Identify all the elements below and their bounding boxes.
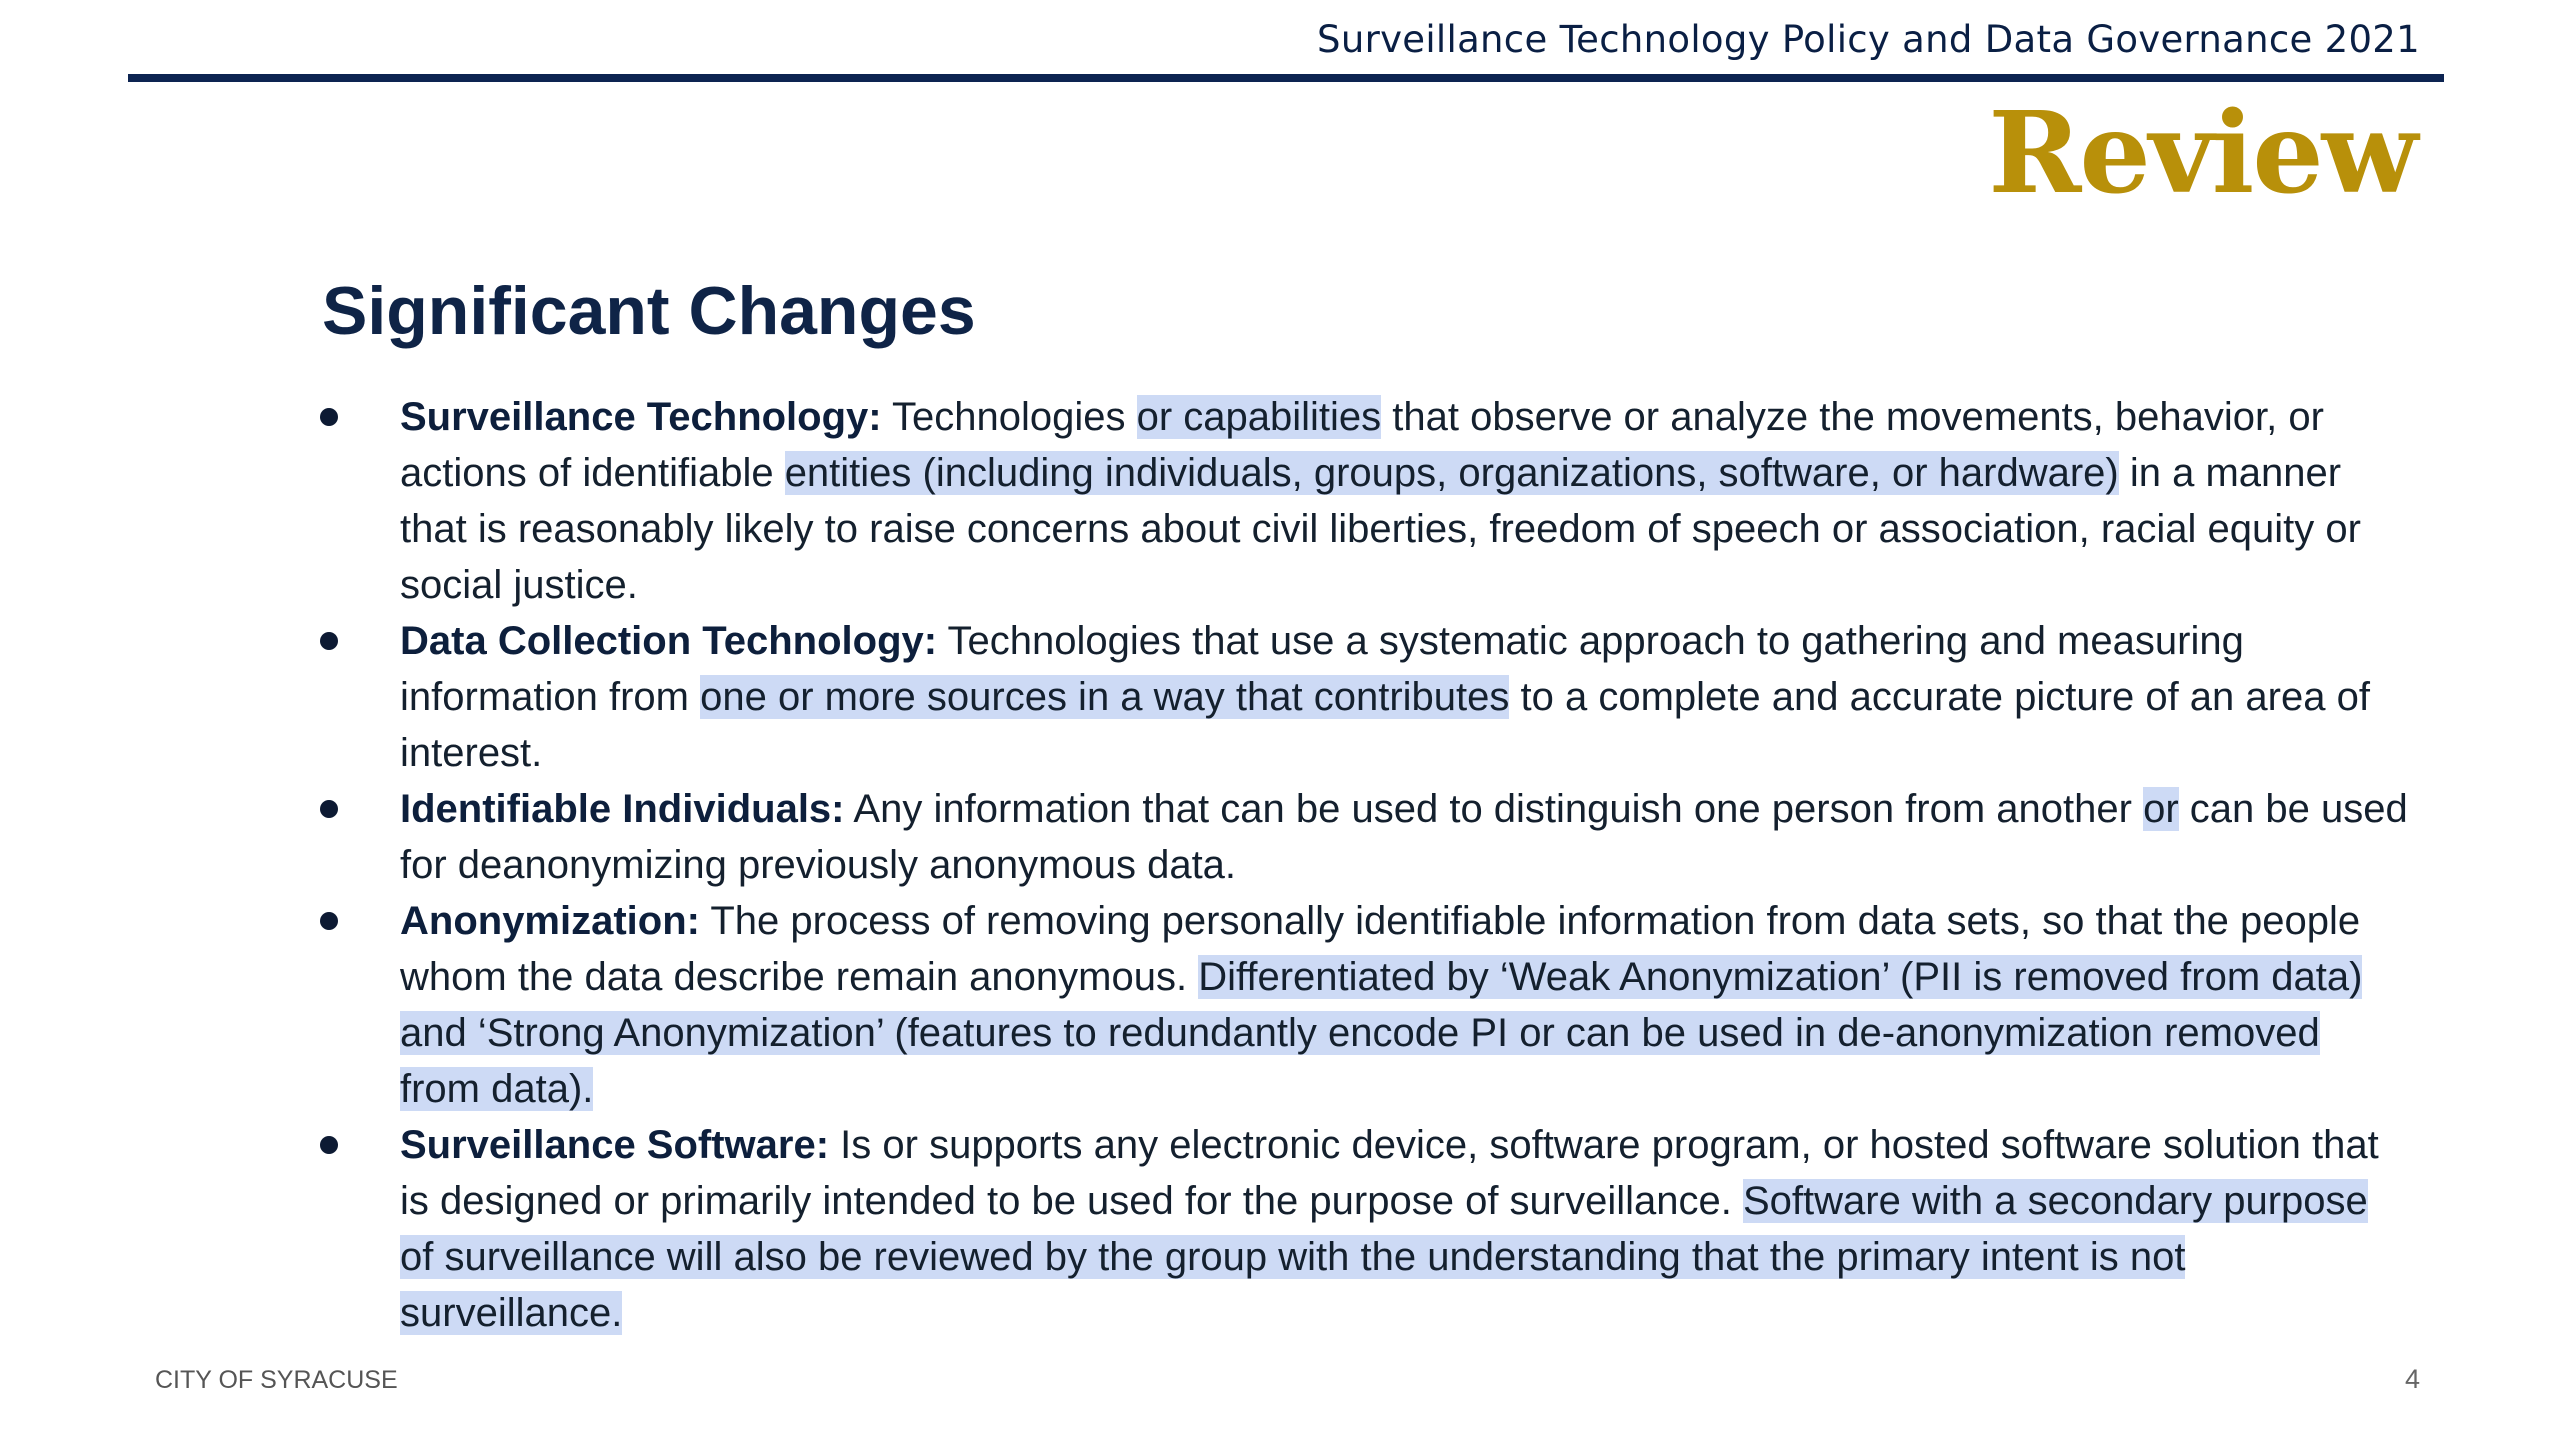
bullet-text: that observe or analyze the movements, behavior, or actions of identifiable <box>400 395 2324 495</box>
bullet-anonymization <box>400 893 2410 1117</box>
bullet-surveillance-technology <box>400 389 2410 613</box>
bullet-term: Surveillance Technology: <box>400 395 882 439</box>
document-title: Surveillance Technology Policy and Data Governance 2021 <box>1317 18 2420 61</box>
bullet-text: Is or supports any electronic device, software program, or hosted software solution that is designed or primarily intended to be used for the purpose of surveillance. <box>400 1123 2379 1223</box>
bullet-dot <box>320 912 338 930</box>
highlighted-text: entities (including individuals, groups, organizations, software, or hardware) <box>784 451 2119 495</box>
slide-heading: Significant Changes <box>322 273 976 349</box>
highlighted-text: or capabilities <box>1136 395 1382 439</box>
bullet-text: can be used for deanonymizing previously anonymous data. <box>400 787 2408 887</box>
highlighted-text: or <box>2143 787 2179 831</box>
bullet-text: Technologies that use a systematic approach to gathering and measuring information from <box>400 619 2244 719</box>
review-badge: Review <box>1988 88 2416 219</box>
bullet-data-collection-technology <box>400 613 2410 781</box>
definitions-list <box>400 389 2410 1341</box>
bullet-text: to a complete and accurate picture of an area of interest. <box>400 675 2370 775</box>
page-number: 4 <box>2404 1364 2420 1394</box>
highlighted-text: Differentiated by ‘Weak Anonymization’ (PII is removed from data) and ‘Strong Anonymization’ (features to redundantly encode PI or can be used in de-anonymization removed from data). <box>400 955 2363 1111</box>
bullet-text: Any information that can be used to distinguish one person from another <box>844 787 2144 831</box>
bullet-dot <box>320 800 338 818</box>
bullet-dot <box>320 632 338 650</box>
bullet-surveillance-software <box>400 1117 2410 1341</box>
bullet-dot <box>320 1136 338 1154</box>
footer-organization: CITY OF SYRACUSE <box>155 1366 398 1394</box>
bullet-term: Identifiable Individuals: <box>400 787 845 831</box>
bullet-text: in a manner that is reasonably likely to raise concerns about civil liberties, freedom of speech or association, racial equity or social justice. <box>400 451 2361 607</box>
bullet-term: Data Collection Technology: <box>400 619 938 663</box>
bullet-dot <box>320 408 338 426</box>
bullet-term: Surveillance Software: <box>400 1123 830 1167</box>
highlighted-text: one or more sources in a way that contributes <box>700 675 1510 719</box>
highlighted-text: Software with a secondary purpose of surveillance will also be reviewed by the group with the understanding that the primary intent is not surveillance. <box>400 1179 2368 1335</box>
bullet-term: Anonymization: <box>400 899 700 943</box>
bullet-text: Technologies <box>881 395 1137 439</box>
bullet-text: The process of removing personally identifiable information from data sets, so that the people whom the data describe remain anonymous. <box>400 899 2361 999</box>
bullet-identifiable-individuals <box>400 781 2410 893</box>
header-divider <box>128 74 2444 82</box>
